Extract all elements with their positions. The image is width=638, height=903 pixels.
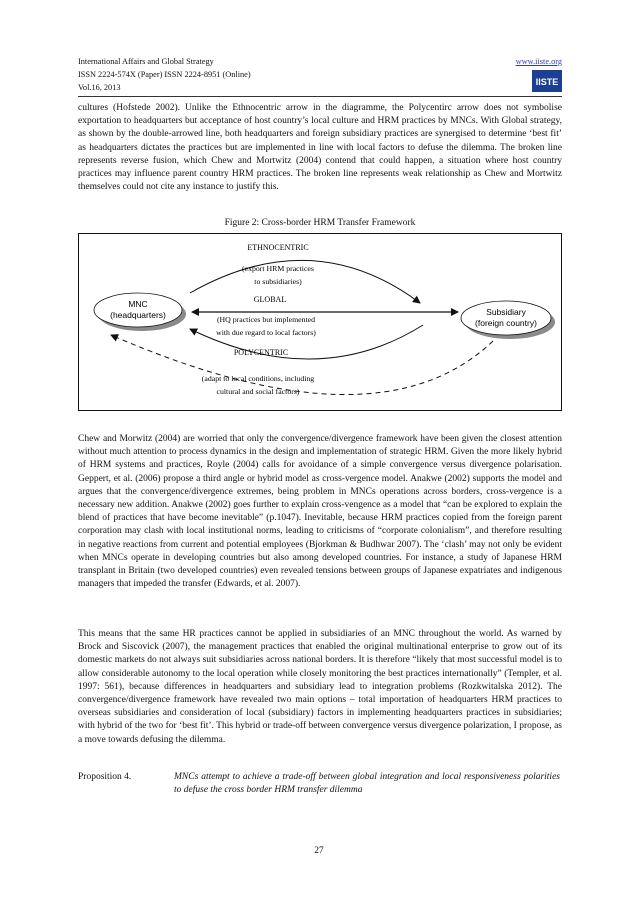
subsidiary-sublabel: (foreign country) [475,318,537,328]
subsidiary-label: Subsidiary [486,307,526,317]
global-title: GLOBAL [253,295,287,304]
mnc-sublabel: (headquarters) [110,310,166,320]
global-desc-1: (HQ practices but implemented [216,315,316,324]
paragraph-1: cultures (Hofstede 2002). Unlike the Ethnocentric arrow in the diagramme, the Polycentirc arrow does not symbolise exportation to headquarters but acceptance of host country’s local culture and HRM practices by MNCs. With Global strategy, as shown by the double-arrowed line, both headquarters and foreign subsidiary practices are synergised to determine ‘best fit’ as headquarters dictates the practices but are implemented in line with local factors to defuse the dilemma. The broken line represents reverse fusion, which Chew and Mortwitz (2004) contend that could happen, a situation where host country practices may influence parent country HRM practices. The broken line represents weak relationship as Chew and Mortwitz themselves could not cite any instance to justify this. [78,103,562,193]
logo-text: IISTE [535,77,559,87]
reverse-fusion-dashed-arrow [111,335,493,395]
polycentric-desc-1: (adapt to local conditions, including [201,374,315,383]
ethnocentric-desc-1: (export HRM practices [242,264,314,273]
paragraph-3: This means that the same HR practices cannot be applied in subsidiaries of an MNC throughout the world. As warned by Brock and Siscovick (2007), the management practices that enabled the original multinational enterprise to grow out of its domestic markets do not always suit subsidiaries across national borders. It is therefore “likely that most successful model is to allow considerable autonomy to the local operation while closely monitoring the best practices internationally” (Templer, et al. 1997: 561), because differences in headquarters and subsidiary lead to integration problems (Rozkwitalska 2012). The convergence/divergence framework have revealed two main options – total importation of headquarters HRM practices to overseas subsidiaries and consideration of local (subsidiary) factors in implementing headquarters practices in subsidiaries; with hybrid of the two for ‘best fit’. This hybrid or trade-off between convergence versus divergence polarization, I propose, as a move towards defusing the dilemma. [78,629,562,745]
volume-line: Vol.16, 2013 [78,83,121,92]
ethnocentric-desc-2: to subsidiaries) [254,277,302,286]
polycentric-desc-2: cultural and social factors) [216,387,300,396]
journal-url-link[interactable]: www.iiste.org [515,57,562,66]
proposition-text: MNCs attempt to achieve a trade-off between global integration and local responsiveness polarities to defuse the cross border HRM transfer dilemma [174,772,560,796]
paragraph-2: Chew and Morwitz (2004) are worried that only the convergence/divergence framework have been given the closest attention without much attention to process dynamics in the design and implementation of strategic HRM. Given the more likely hybrid of HRM systems and practices, Royle (2004) calls for avoidance of a simple convergence versus divergence polarisation. Geppert, et al. (2006) propose a third angle or hybrid model as cross-vergence model. Anakwe (2002) supports the model and argues that the convergence/divergence extremes, being problem in MNCs operations across borders, cross-vergence is a necessary new addition. Anakwe (2002) goes further to explain cross-vengence as a model that “can be explored to explain the blend of practices that have become inevitable” (p.1047). Inevitable, because HRM practices copied from the foreign parent corporation may clash with local institutional norms, leading to criticisms of “corporate colonialism”, and therefore resulting in negative reactions from current and potential employees (Bjorkman & Budhwar 2007). The ‘clash’ may not only be evident when MNCs operate in developing countries but also among developed countries. For instance, a study of Japanese HRM transplant in Britain (two developed countries) even revealed tensions between groups of Japanese expatriates and indigenous managers that impeded the transfer (Edwards, et al. 2007). [78,434,562,590]
figure-caption: Figure 2: Cross-border HRM Transfer Framework [224,218,416,228]
page-header [78,55,562,94]
hrm-transfer-diagram [78,233,562,411]
iiste-logo [532,70,562,92]
mnc-label: MNC [128,299,148,309]
header-rule [78,96,562,97]
ethnocentric-title: ETHNOCENTRIC [247,243,309,252]
global-desc-2: with due regard to local factors) [216,328,316,337]
journal-title: International Affairs and Global Strategy [78,57,214,66]
issn-line: ISSN 2224-574X (Paper) ISSN 2224-8951 (Online) [78,70,251,79]
proposition-label: Proposition 4. [78,772,132,782]
polycentric-title: POLYCENTRIC [233,348,289,357]
page-number: 27 [314,846,324,856]
